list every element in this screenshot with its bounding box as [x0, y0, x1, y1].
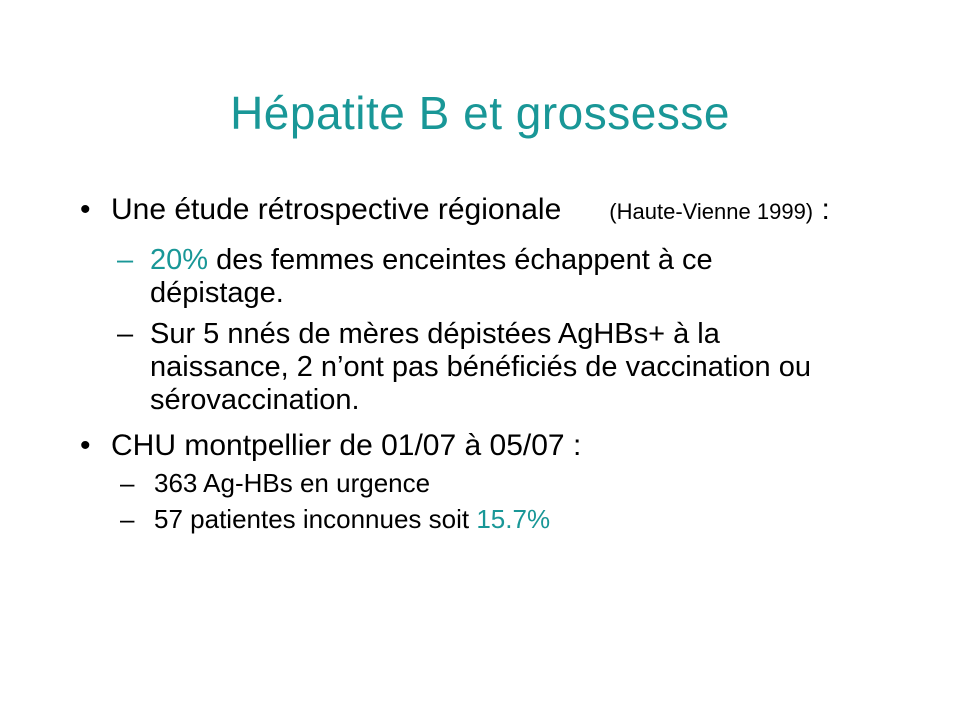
inconnues-prefix: 57 patientes inconnues soit: [154, 504, 477, 534]
slide-body: [80, 191, 960, 536]
sub-item-depistage: [117, 244, 960, 310]
bullet-dot-icon: •: [80, 429, 91, 462]
sub-item-inconnues-text: [154, 502, 834, 536]
sub-item-depistage-text: [150, 244, 820, 310]
sub-item-vaccination-text: Sur 5 nnés de mères dépistées AgHBs+ à la naissance, 2 n’ont pas bénéficiés de vaccination ou sérovaccination.: [150, 318, 811, 416]
slide-title: Hépatite B et grossesse: [230, 87, 730, 139]
dash-icon: –: [117, 244, 134, 276]
bullet-item-study-text: [111, 191, 876, 230]
study-main-text: Une étude rétrospective régionale: [111, 193, 562, 226]
bullet-item-chu-text: CHU montpellier de 01/07 à 05/07 :: [111, 429, 582, 462]
slide: [0, 86, 960, 720]
sub-item-urgence: [120, 466, 960, 500]
study-suffix: :: [813, 193, 830, 226]
depistage-rest: des femmes enceintes échappent à ce dépistage.: [150, 244, 713, 309]
study-annotation: (Haute-Vienne 1999): [609, 199, 814, 224]
bullet-item-study: [80, 191, 960, 230]
sub-item-inconnues: [120, 502, 960, 536]
bullet-item-chu: [80, 427, 960, 464]
depistage-highlight: 20%: [150, 244, 209, 276]
sub-item-vaccination: [117, 318, 960, 417]
sub-item-urgence-text: 363 Ag-HBs en urgence: [154, 468, 431, 498]
bullet-dot-icon: •: [80, 193, 91, 226]
dash-icon: –: [120, 468, 135, 498]
inconnues-highlight: 15.7%: [476, 504, 551, 534]
dash-icon: –: [120, 504, 135, 534]
dash-icon: –: [117, 318, 134, 350]
